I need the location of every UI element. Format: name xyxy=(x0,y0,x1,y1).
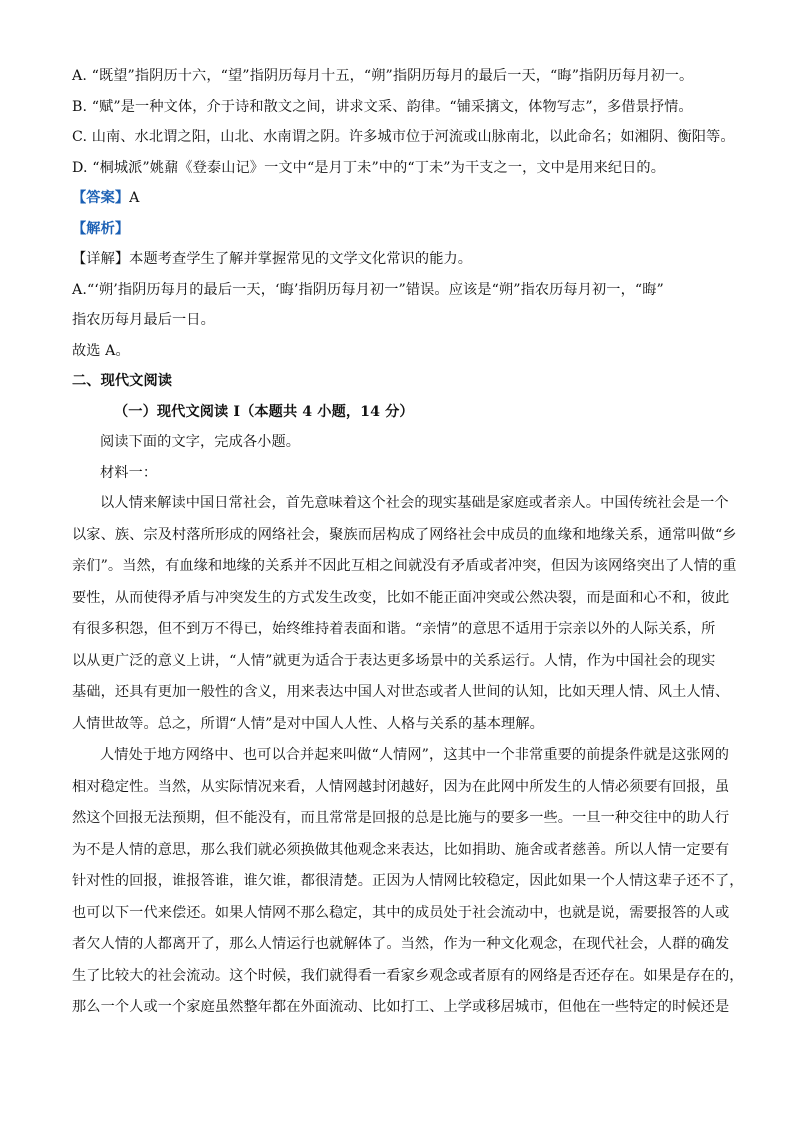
paragraph-line: 人情世故等。总之，所谓“人情”是对中国人人性、人格与关系的基本理解。 xyxy=(72,715,544,732)
paragraph-line: 以从更广泛的意义上讲，“人情”就更为适合于表达更多场景中的关系运行。人情，作为中国社会的现实 xyxy=(72,652,716,669)
paragraph-line: 针对性的回报，谁报答谁，谁欠谁，都很清楚。正因为人情网比较稳定，因此如果一个人情这辈子还不了， xyxy=(72,873,744,889)
paragraph-line: 以人情来解读中国日常社会，首先意味着这个社会的现实基础是家庭或者亲人。中国传统社会是一个 xyxy=(100,495,729,511)
paragraph-line: 人情处于地方网络中、也可以合并起来叫做“人情网”，这其中一个非常重要的前提条件就是这张网的 xyxy=(100,747,730,763)
paragraph-line: 以家、族、宗及村落所形成的网络社会，聚族而居构成了网络社会中成员的血缘和地缘关系，通常叫做“乡 xyxy=(72,526,737,543)
paragraph-line: 也可以下一代来偿还。如果人情网不那么稳定，其中的成员处于社会流动中，也就是说，需要报答的人或 xyxy=(72,904,730,921)
answer-bracket-close: 】 xyxy=(114,190,130,206)
option-text: “桐城派”姚鼐《登泰山记》一文中“是月丁未”中的“丁未”为干支之一，文中是用来纪日的。 xyxy=(92,159,665,176)
analysis-bracket-open: 【 xyxy=(72,220,87,237)
option-text: “赋”是一种文体，介于诗和散文之间，讲求文采、韵律。“铺采摛文，体物写志”，多借景抒情。 xyxy=(91,98,693,115)
paragraph-line: 要性，从而使得矛盾与冲突发生的方式发生改变，比如不能正面冲突或公然决裂，而是面和心不和，彼此 xyxy=(72,589,730,606)
explanation-line: 指农历每月最后一日。 xyxy=(72,312,215,328)
paragraph-line: 者欠人情的人都离开了，那么人情运行也就解体了。当然，作为一种文化观念，在现代社会，人群的确发 xyxy=(72,936,730,952)
paragraph-line: 然这个回报无法预期，但不能没有，而且常常是回报的总是比施与的要多一些。一旦一种交往中的助人行 xyxy=(72,810,730,826)
option-text: 山南、水北谓之阳，山北、水南谓之阴。许多城市位于河流或山脉南北，以此命名；如湘阴、衡阳等。 xyxy=(91,129,735,145)
choice-line: 故选 A。 xyxy=(72,342,130,359)
detail-bracket-open: 【 xyxy=(72,251,87,267)
detail-bracket-close: 】 xyxy=(114,251,130,267)
paragraph-line: 生了比较大的社会流动。这个时候，我们就得看一看家乡观念或者原有的网络是否还存在。如果是存在的， xyxy=(72,967,744,984)
option-b xyxy=(72,94,722,121)
option-d xyxy=(72,155,722,182)
option-c xyxy=(72,124,735,151)
option-a xyxy=(72,63,722,90)
answer-label: 答案 xyxy=(86,190,115,206)
section-title: 二、现代文阅读 xyxy=(72,373,173,389)
option-text: “既望”指阴历十六，“望”指阴历每月十五，“朔”指阴历每月的最后一天，“晦”指阴历每月初一。 xyxy=(91,68,694,84)
option-letter: D. xyxy=(72,159,88,176)
detail-line xyxy=(72,246,722,273)
document-page xyxy=(72,63,744,1021)
analysis-bracket-close: 】 xyxy=(114,220,130,237)
paragraph-line: 那么一个人或一个家庭虽然整年都在外面流动、比如打工、上学或移居城市，但他在一些特定的时候还是 xyxy=(72,999,730,1015)
answer-value: A xyxy=(129,190,140,206)
option-letter: B. xyxy=(72,98,88,115)
material-label: 材料一： xyxy=(100,464,158,481)
analysis-line xyxy=(72,216,722,243)
paragraph-one xyxy=(72,490,737,737)
detail-label: 详解 xyxy=(86,251,115,267)
paragraph-line: 基础，还具有更加一般性的含义，用来表达中国人对世态或者人世间的认知，比如天理人情、风土人情、 xyxy=(72,684,730,700)
option-letter: C. xyxy=(72,129,88,145)
option-letter: A. xyxy=(72,68,87,84)
detail-text: 本题考查学生了解并掌握常见的文学文化常识的能力。 xyxy=(129,251,473,267)
paragraph-line: 亲们”。当然，有血缘和地缘的关系并不因此互相之间就没有矛盾或者冲突，但因为该网络突出了人情的重 xyxy=(72,558,737,574)
answer-line xyxy=(72,185,722,212)
paragraph-line: 相对稳定性。当然，从实际情况来看，人情网越封闭越好，因为在此网中所发生的人情必须要有回报，虽 xyxy=(72,778,730,795)
subsection-title: （一）现代文阅读 I（本题共 4 小题，14 分） xyxy=(114,403,414,420)
answer-bracket-open: 【 xyxy=(72,190,87,206)
analysis-label: 解析 xyxy=(86,220,115,237)
instruction-line: 阅读下面的文字，完成各小题。 xyxy=(100,434,301,450)
explanation-line: A.“‘朔’指阴历每月的最后一天，‘晦’指阴历每月初一”错误。应该是“朔”指农历每月初一，“晦” xyxy=(72,281,664,298)
paragraph-line: 为不是人情的意思，那么我们就必须换做其他观念来表达，比如捐助、施舍或者慈善。所以人情一定要有 xyxy=(72,841,730,858)
paragraph-two xyxy=(72,742,744,1021)
paragraph-line: 有很多积怨，但不到万不得已，始终维持着表面和谐。“亲情”的意思不适用于宗亲以外的人际关系，所 xyxy=(72,621,716,637)
